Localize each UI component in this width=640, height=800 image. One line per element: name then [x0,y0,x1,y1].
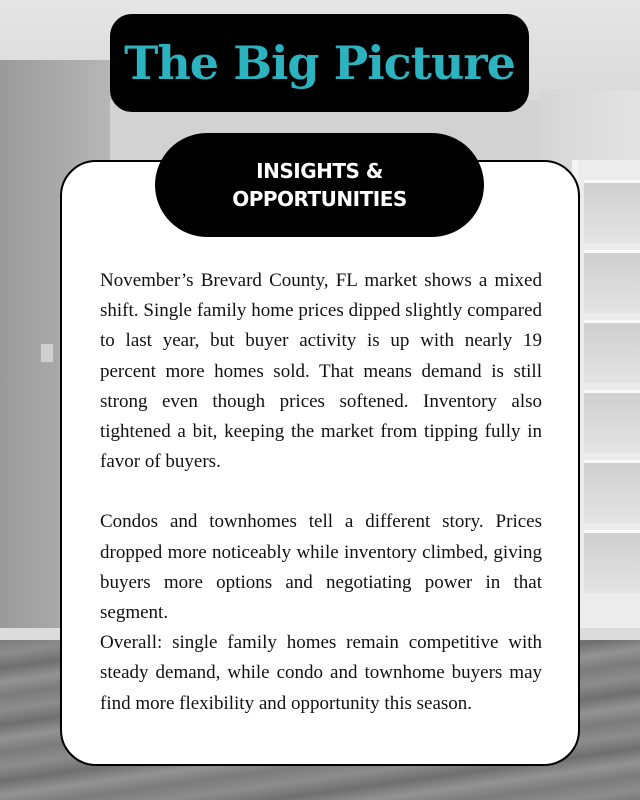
page-title: The Big Picture [124,36,515,90]
window-pane [584,530,640,593]
subtitle-line-2: OPPORTUNITIES [232,187,407,211]
paragraph-market-summary: November’s Brevard County, FL market shows a mixed shift. Single family home prices dipped slightly compared to last year, but buyer activity is up with nearly 19 percent more homes sold. That means demand is still strong even though prices softened. Inventory also tightened a bit, keeping the market from tipping fully in favor of buyers. [100,270,542,473]
subtitle-line-1: INSIGHTS & [256,159,383,183]
title-banner [110,14,529,112]
paragraph-spacer [100,477,542,507]
window-pane [584,460,640,523]
window-pane [584,180,640,243]
body-text [100,266,542,719]
window-pane [584,390,640,453]
light-switch [40,343,54,363]
paragraph-condos: Condos and townhomes tell a different story. Prices dropped more noticeably while inventory climbed, giving buyers more options and negotiating power in that segment. [100,511,542,624]
window [572,160,640,630]
paragraph-overall: Overall: single family homes remain competitive with steady demand, while condo and townhome buyers may find more flexibility and opportunity this season. [100,632,542,714]
window-pane [584,320,640,383]
subtitle-pill [155,133,484,237]
window-pane [584,250,640,313]
